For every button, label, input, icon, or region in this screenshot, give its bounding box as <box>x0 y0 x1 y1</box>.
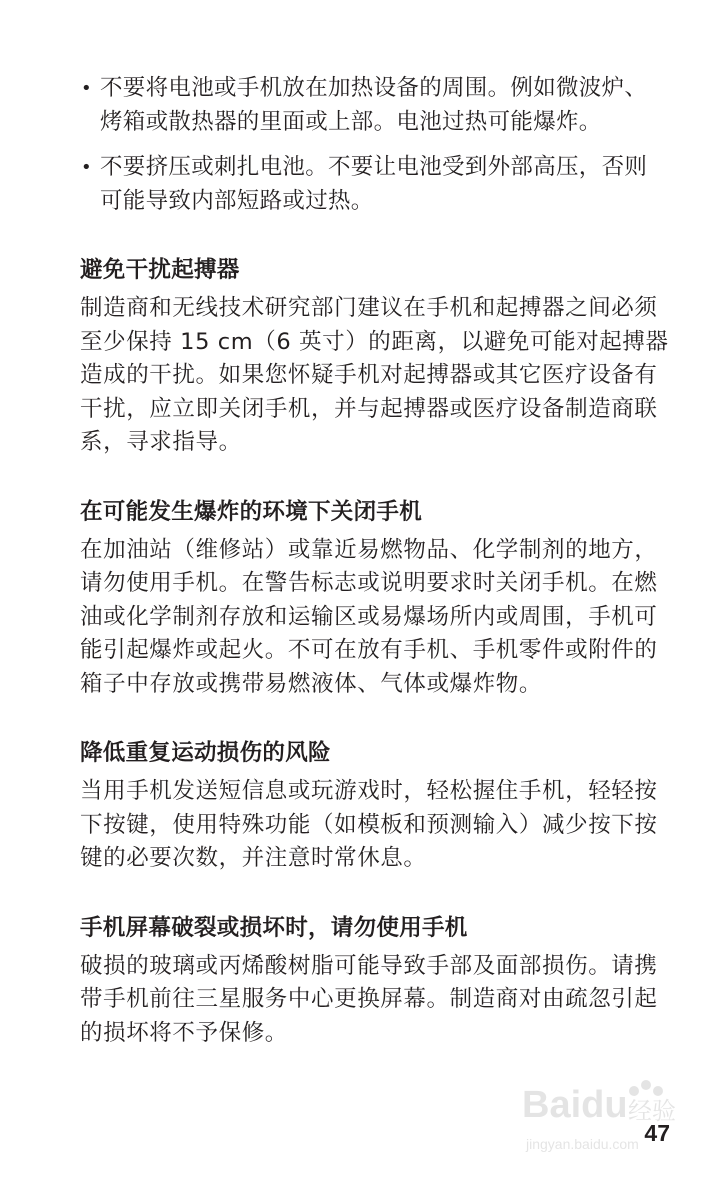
watermark-brand: Baidu <box>522 1084 628 1126</box>
section-body: 当用手机发送短信息或玩游戏时，轻松握住手机，轻轻按下按键，使用特殊功能（如模板和预测输入）减少按下按键的必要次数，并注意时常休息。 <box>80 778 658 871</box>
manual-page <box>80 72 680 1050</box>
bullet-text: 不要挤压或刺扎电池。不要让电池受到外部高压，否则可能导致内部短路或过热。 <box>100 154 648 214</box>
section-pacemaker <box>80 254 680 460</box>
bullet-item <box>80 72 680 139</box>
section-repetitive-motion <box>80 737 680 876</box>
watermark-label: 经验 <box>628 1097 676 1125</box>
page-number: 47 <box>644 1120 670 1146</box>
bullet-text: 不要将电池或手机放在加热设备的周围。例如微波炉、烤箱或散热器的里面或上部。电池过热可能爆炸。 <box>100 75 648 135</box>
section-broken-screen <box>80 912 680 1051</box>
section-body: 破损的玻璃或丙烯酸树脂可能导致手部及面部损伤。请携带手机前往三星服务中心更换屏幕。制造商对由疏忽引起的损坏将不予保修。 <box>80 952 658 1046</box>
section-title: 手机屏幕破裂或损坏时，请勿使用手机 <box>80 914 468 941</box>
section-title: 在可能发生爆炸的环境下关闭手机 <box>80 498 423 525</box>
section-body: 制造商和无线技术研究部门建议在手机和起搏器之间必须至少保持 15 cm（6 英寸）的距离，以避免可能对起搏器造成的干扰。如果您怀疑手机对起搏器或其它医疗设备有干扰，应立即关闭手机，并与起搏器或医疗设备制造商联系，寻求指导。 <box>80 295 669 455</box>
bullet-icon: • <box>81 157 92 178</box>
bullet-icon: • <box>81 78 92 99</box>
section-explosive-environment <box>80 496 680 702</box>
section-body: 在加油站（维修站）或靠近易燃物品、化学制剂的地方，请勿使用手机。在警告标志或说明要求时关闭手机。在燃油或化学制剂存放和运输区或易爆场所内或周围，手机可能引起爆炸或起火。不可在放有手机、手机零件或附件的箱子中存放或携带易燃液体、气体或爆炸物。 <box>80 536 658 697</box>
section-title: 降低重复运动损伤的风险 <box>80 740 331 766</box>
watermark-url: jingyan.baidu.com <box>526 1136 639 1152</box>
bullet-item <box>80 151 680 218</box>
section-title: 避免干扰起搏器 <box>80 257 240 283</box>
safety-bullet-list <box>80 72 680 218</box>
baidu-watermark-logo <box>516 1071 686 1161</box>
